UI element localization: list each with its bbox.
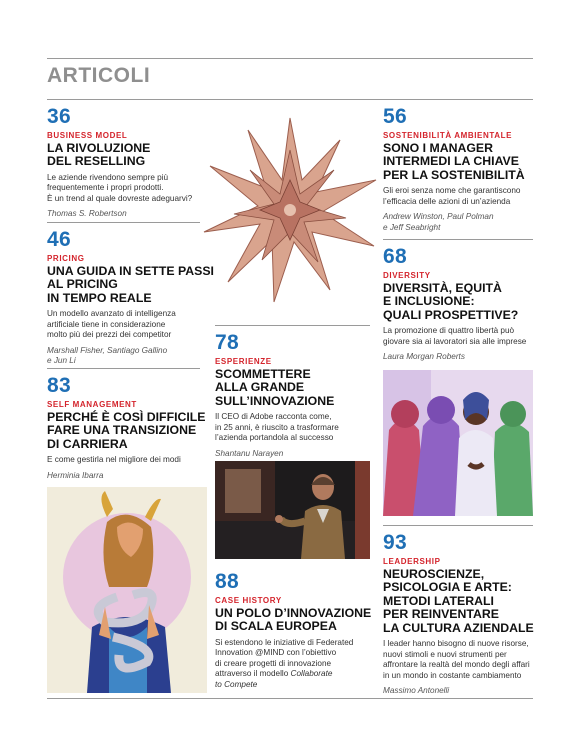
career-illustration	[47, 487, 207, 693]
rule-left-2	[47, 368, 200, 369]
bottom-rule	[47, 698, 533, 699]
rule-left-1	[47, 222, 200, 223]
article-title: PERCHÉ È COSÌ DIFFICILE FARE UNA TRANSIZIONE DI CARRIERA	[47, 410, 206, 451]
rule-mid-1	[215, 325, 370, 326]
article-number: 78	[215, 331, 239, 354]
section-title: ARTICOLI	[47, 64, 151, 87]
article-56[interactable]	[383, 106, 553, 233]
article-author: Herminia Ibarra	[47, 470, 104, 480]
article-author: Laura Morgan Roberts	[383, 352, 465, 362]
article-title: UN POLO D’INNOVAZIONE DI SCALA EUROPEA	[215, 606, 372, 634]
article-description: Un modello avanzato di intelligenza artificiale tiene in considerazione molto più dei prezzi dei competitor	[47, 309, 176, 340]
article-number: 36	[47, 105, 71, 128]
article-category: DIVERSITY	[383, 271, 431, 280]
article-category: SOSTENIBILITÀ AMBIENTALE	[383, 131, 513, 140]
article-78[interactable]	[215, 332, 380, 459]
article-number: 93	[383, 531, 407, 554]
article-category: LEADERSHIP	[383, 557, 441, 566]
speaker-photo	[215, 461, 370, 559]
article-number: 68	[383, 245, 407, 268]
man-with-snake-icon	[47, 487, 207, 693]
article-author: Andrew Winston, Paul Polman e Jeff Seabright	[383, 212, 494, 232]
article-46[interactable]	[47, 229, 217, 367]
article-88[interactable]	[215, 571, 380, 690]
article-title: DIVERSITÀ, EQUITÀ E INCLUSIONE: QUALI PROSPETTIVE?	[383, 281, 519, 322]
article-author: Massimo Antonelli	[383, 686, 450, 696]
article-title: SCOMMETTERE ALLA GRANDE SULL’INNOVAZIONE	[215, 367, 335, 408]
article-description: Le aziende rivendono sempre più frequentemente i propri prodotti. È un trend al quale dovreste adeguarvi?	[47, 172, 193, 203]
article-number: 83	[47, 374, 71, 397]
diversity-illustration	[383, 370, 533, 516]
article-author: Thomas S. Robertson	[47, 209, 127, 219]
article-category: PRICING	[47, 254, 85, 263]
section-rule	[47, 99, 533, 100]
article-description: La promozione di quattro libertà può giovare sia ai lavoratori sia alle imprese	[383, 326, 527, 346]
article-number: 46	[47, 228, 71, 251]
article-description-text: Si estendono le iniziative di Federated Innovation @MIND con l’obiettivo di creare progetti di innovazione attraverso il modello	[215, 637, 354, 679]
article-number: 56	[383, 105, 407, 128]
article-68[interactable]	[383, 246, 553, 363]
article-description: Gli eroi senza nome che garantiscono l’efficacia delle azioni di un’azienda	[383, 186, 521, 206]
article-description: I leader hanno bisogno di nuove risorse, nuovi stimoli e nuovi strumenti per affrontare la realtà del mondo degli affari in un mondo in costante cambiamento	[383, 639, 530, 680]
article-number: 88	[215, 570, 239, 593]
article-category: SELF MANAGEMENT	[47, 400, 137, 409]
article-description: Il CEO di Adobe racconta come, in 25 anni, è riuscito a trasformare l’azienda portandola al successo	[215, 412, 339, 443]
article-author: Marshall Fisher, Santiago Gallino e Jun Li	[47, 345, 168, 366]
article-category: CASE HISTORY	[215, 596, 282, 605]
article-36[interactable]	[47, 106, 217, 220]
rule-right-2	[383, 525, 533, 526]
origami-star-image	[200, 108, 380, 308]
article-category: ESPERIENZE	[215, 357, 272, 366]
diverse-people-icon	[383, 370, 533, 516]
article-description-italic: Collaborate to Compete	[215, 669, 333, 689]
article-title: NEUROSCIENZE, PSICOLOGIA E ARTE: METODI LATERALI PER REINVENTARE LA CULTURA AZIENDALE	[383, 567, 534, 635]
article-description: E come gestirla nel migliore dei modi	[47, 455, 181, 465]
money-star-icon	[200, 108, 380, 308]
article-83[interactable]	[47, 375, 217, 481]
article-category: BUSINESS MODEL	[47, 131, 128, 140]
rule-right-1	[383, 239, 533, 240]
article-93[interactable]	[383, 532, 553, 697]
article-description	[215, 638, 380, 691]
speaker-on-stage-icon	[215, 461, 370, 559]
article-title: LA RIVOLUZIONE DEL RESELLING	[47, 141, 151, 169]
top-rule	[47, 58, 533, 59]
article-author: Shantanu Narayen	[215, 448, 284, 458]
article-title: SONO I MANAGER INTERMEDI LA CHIAVE PER LA SOSTENIBILITÀ	[383, 141, 525, 182]
article-title: UNA GUIDA IN SETTE PASSI AL PRICING IN TEMPO REALE	[47, 264, 214, 305]
